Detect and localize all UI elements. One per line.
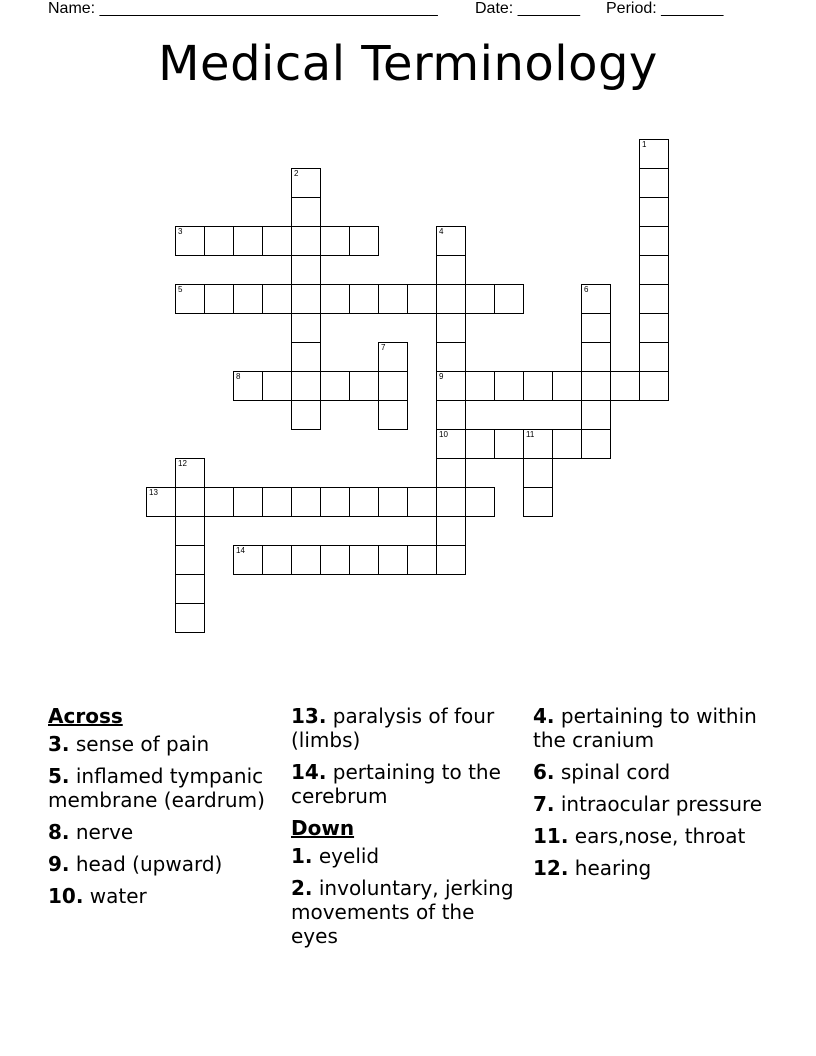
clue-across-8: 8. nerve (48, 820, 134, 844)
grid-cell[interactable] (407, 284, 437, 314)
clue-number: 6 (584, 285, 589, 294)
grid-cell[interactable] (204, 284, 234, 314)
grid-cell[interactable] (233, 545, 263, 575)
grid-cell[interactable] (291, 342, 321, 372)
grid-cell[interactable] (349, 545, 379, 575)
clue-across-3: 3. sense of pain (48, 732, 210, 756)
grid-cell[interactable] (378, 342, 408, 372)
clue-column-1 (48, 700, 280, 916)
grid-cell[interactable] (175, 516, 205, 546)
clue-across-13: 13. paralysis of four (limbs) (291, 704, 495, 752)
period-field-label: Period: _______ (606, 0, 724, 17)
clue-column-2 (291, 700, 523, 956)
grid-cell[interactable] (407, 545, 437, 575)
clue-number: 3 (178, 227, 183, 236)
grid-cell[interactable] (436, 487, 466, 517)
grid-cell[interactable] (436, 226, 466, 256)
clue-down-6: 6. spinal cord (533, 760, 671, 784)
grid-cell[interactable] (291, 168, 321, 198)
clue-number: 5 (178, 285, 183, 294)
grid-cell[interactable] (262, 487, 292, 517)
grid-cell[interactable] (639, 255, 669, 285)
clue-number: 13 (149, 488, 158, 497)
grid-cell[interactable] (436, 400, 466, 430)
grid-cell[interactable] (639, 313, 669, 343)
grid-cell[interactable] (320, 371, 350, 401)
grid-cell[interactable] (291, 487, 321, 517)
grid-cell[interactable] (320, 487, 350, 517)
grid-cell[interactable] (639, 168, 669, 198)
grid-cell[interactable] (175, 603, 205, 633)
grid-cell[interactable] (581, 342, 611, 372)
clue-number: 1 (642, 140, 647, 149)
grid-cell[interactable] (436, 458, 466, 488)
clue-across-5: 5. inflamed tympanic membrane (eardrum) (48, 764, 265, 812)
clue-down-1: 1. eyelid (291, 844, 380, 868)
grid-cell[interactable] (349, 284, 379, 314)
grid-cell[interactable] (262, 284, 292, 314)
grid-cell[interactable] (378, 545, 408, 575)
clue-down-2: 2. involuntary, jerking movements of the eyes (291, 876, 514, 948)
clue-down-12: 12. hearing (533, 856, 652, 880)
grid-cell[interactable] (494, 371, 524, 401)
clue-down-4: 4. pertaining to within the cranium (533, 704, 757, 752)
across-heading: Across (48, 704, 123, 728)
grid-cell[interactable] (436, 371, 466, 401)
grid-cell[interactable] (436, 342, 466, 372)
grid-cell[interactable] (262, 226, 292, 256)
grid-cell[interactable] (349, 487, 379, 517)
grid-cell[interactable] (436, 284, 466, 314)
grid-cell[interactable] (320, 226, 350, 256)
grid-cell[interactable] (175, 545, 205, 575)
grid-cell[interactable] (523, 487, 553, 517)
grid-cell[interactable] (436, 429, 466, 459)
grid-cell[interactable] (204, 226, 234, 256)
name-field-label: Name: ______________________________________ (48, 0, 438, 17)
clue-across-14: 14. pertaining to the cerebrum (291, 760, 501, 808)
grid-cell[interactable] (233, 226, 263, 256)
grid-cell[interactable] (291, 284, 321, 314)
clue-number: 2 (294, 169, 299, 178)
grid-cell[interactable] (581, 371, 611, 401)
grid-cell[interactable] (581, 429, 611, 459)
grid-cell[interactable] (291, 313, 321, 343)
grid-cell[interactable] (349, 226, 379, 256)
date-field-label: Date: _______ (475, 0, 580, 17)
grid-cell[interactable] (407, 487, 437, 517)
grid-cell[interactable] (436, 313, 466, 343)
grid-cell[interactable] (639, 371, 669, 401)
grid-cell[interactable] (291, 226, 321, 256)
grid-cell[interactable] (175, 487, 205, 517)
clue-across-9: 9. head (upward) (48, 852, 223, 876)
grid-cell[interactable] (581, 313, 611, 343)
grid-cell[interactable] (291, 197, 321, 227)
grid-cell[interactable] (523, 458, 553, 488)
page-title: Medical Terminology (158, 36, 658, 92)
grid-cell[interactable] (581, 284, 611, 314)
grid-cell[interactable] (146, 487, 176, 517)
grid-cell[interactable] (378, 487, 408, 517)
grid-cell[interactable] (436, 545, 466, 575)
clue-down-11: 11. ears,nose, throat (533, 824, 746, 848)
grid-cell[interactable] (436, 516, 466, 546)
grid-cell[interactable] (291, 371, 321, 401)
grid-cell[interactable] (639, 139, 669, 169)
grid-cell[interactable] (233, 284, 263, 314)
grid-cell[interactable] (436, 255, 466, 285)
grid-cell[interactable] (349, 371, 379, 401)
clue-number: 7 (381, 343, 386, 352)
grid-cell[interactable] (581, 400, 611, 430)
clue-number: 9 (439, 372, 444, 381)
grid-cell[interactable] (291, 545, 321, 575)
clue-number: 4 (439, 227, 444, 236)
grid-cell[interactable] (204, 487, 234, 517)
grid-cell[interactable] (175, 458, 205, 488)
grid-cell[interactable] (465, 284, 495, 314)
grid-cell[interactable] (610, 371, 640, 401)
grid-cell[interactable] (291, 400, 321, 430)
grid-cell[interactable] (262, 371, 292, 401)
grid-cell[interactable] (233, 371, 263, 401)
grid-cell[interactable] (465, 487, 495, 517)
grid-cell[interactable] (175, 226, 205, 256)
down-heading: Down (291, 816, 355, 840)
clue-number: 8 (236, 372, 241, 381)
grid-cell[interactable] (494, 284, 524, 314)
grid-cell[interactable] (639, 226, 669, 256)
grid-cell[interactable] (378, 284, 408, 314)
grid-cell[interactable] (523, 429, 553, 459)
grid-cell[interactable] (262, 545, 292, 575)
grid-cell[interactable] (639, 284, 669, 314)
grid-cell[interactable] (378, 400, 408, 430)
grid-cell[interactable] (552, 429, 582, 459)
clue-number: 14 (236, 546, 245, 555)
grid-cell[interactable] (639, 342, 669, 372)
grid-cell[interactable] (233, 487, 263, 517)
grid-cell[interactable] (465, 371, 495, 401)
grid-cell[interactable] (175, 284, 205, 314)
grid-cell[interactable] (552, 371, 582, 401)
grid-cell[interactable] (494, 429, 524, 459)
grid-cell[interactable] (320, 284, 350, 314)
clue-number: 11 (526, 430, 535, 439)
grid-cell[interactable] (465, 429, 495, 459)
clue-down-7: 7. intraocular pressure (533, 792, 763, 816)
clue-number: 10 (439, 430, 448, 439)
grid-cell[interactable] (320, 545, 350, 575)
grid-cell[interactable] (639, 197, 669, 227)
grid-cell[interactable] (291, 255, 321, 285)
grid-cell[interactable] (378, 371, 408, 401)
clue-column-3 (533, 700, 765, 888)
clue-across-10: 10. water (48, 884, 147, 908)
grid-cell[interactable] (523, 371, 553, 401)
clue-number: 12 (178, 459, 187, 468)
grid-cell[interactable] (175, 574, 205, 604)
